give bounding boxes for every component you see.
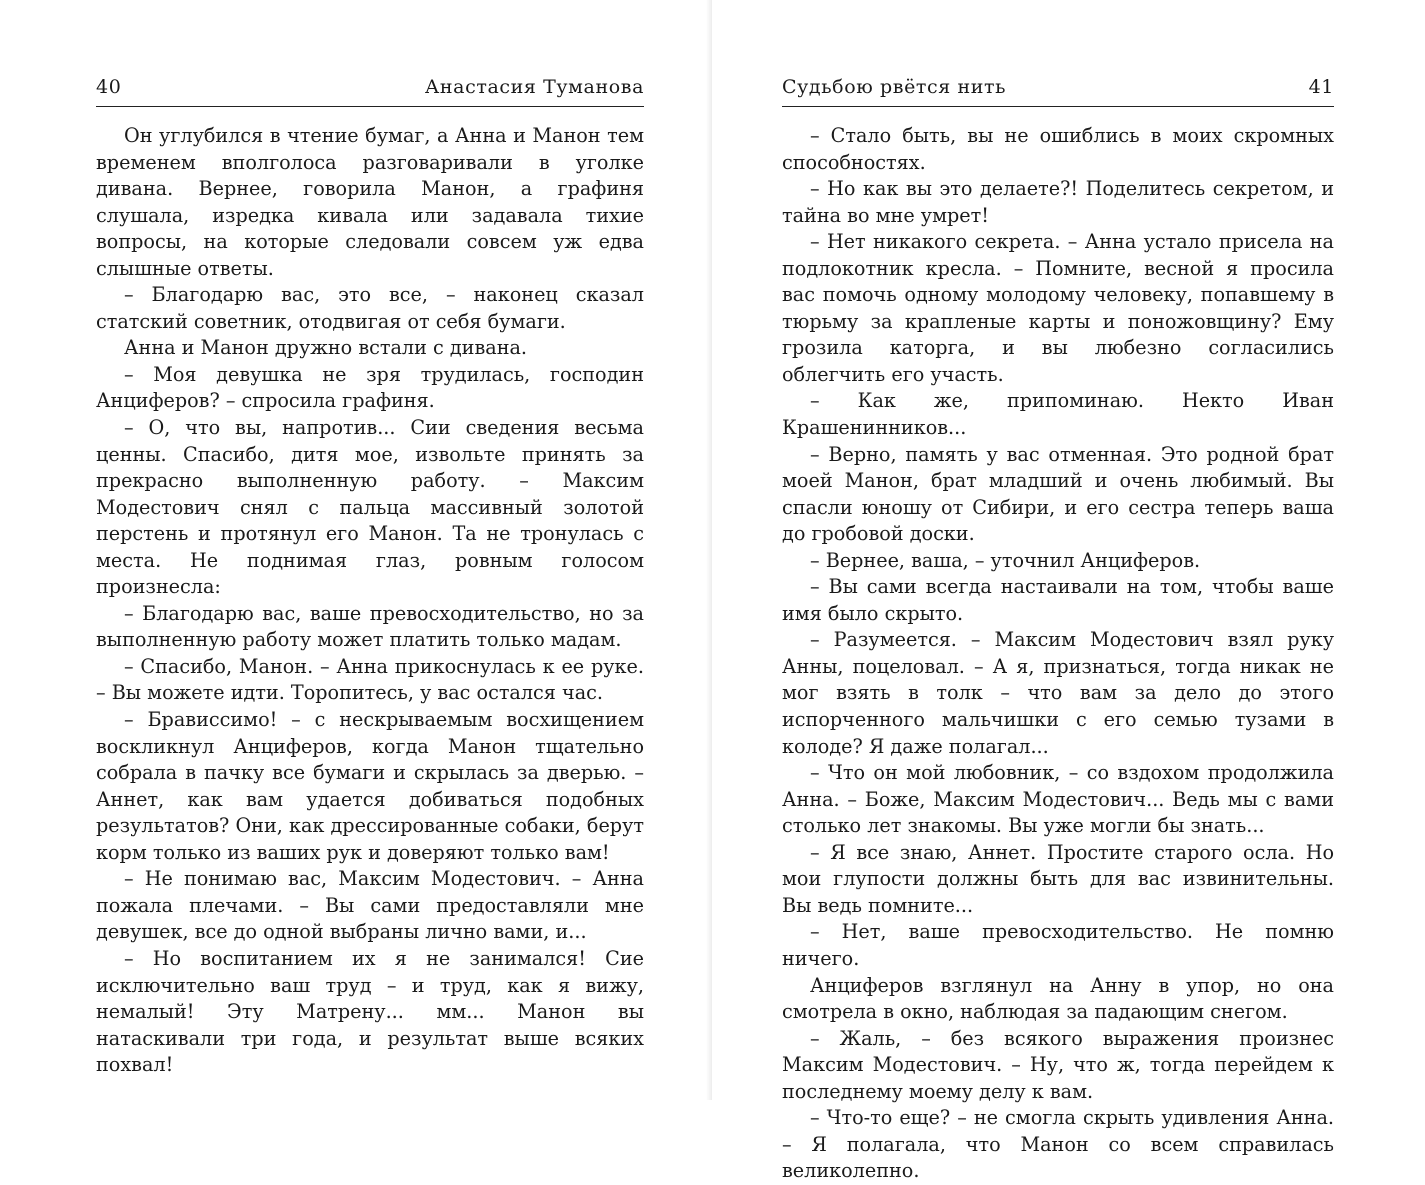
paragraph: – О, что вы, напротив... Сии сведения весьма ценны. Спасибо, дитя мое, извольте принять за прекрасно выполненную работу. – Максим Модестович снял с пальца массивный золотой перстень и протянул его Манон. Та не тронулась с места. Не поднимая глаз, ровным голосом произнесла: (96, 416, 644, 599)
right-page (712, 0, 1425, 1183)
paragraph: – Нет, ваше превосходительство. Не помню ничего. (782, 920, 1334, 970)
paragraph: – Но как вы это делаете?! Поделитесь секретом, и тайна во мне умрет! (782, 177, 1334, 227)
paragraph: – Спасибо, Манон. – Анна прикоснулась к ее руке. – Вы можете идти. Торопитесь, у вас остался час. (96, 654, 644, 705)
paragraph: – Не понимаю вас, Максим Модестович. – Анна пожала плечами. – Вы сами предоставляли мне девушек, все до одной выбраны лично вами, и... (96, 867, 644, 944)
paragraph: – Благодарю вас, ваше превосходительство, но за выполненную работу может платить только мадам. (96, 601, 644, 652)
paragraph: – Что он мой любовник, – со вздохом продолжила Анна. – Боже, Максим Модестович... Ведь мы с вами столько лет знакомы. Вы уже могли бы знать... (782, 761, 1334, 838)
paragraph: – Но воспитанием их я не занимался! Сие исключительно ваш труд – и труд, как я вижу, немалый! Эту Матрену... мм... Манон вы натаскивали три года, и результат выше всяких похвал! (96, 946, 644, 1077)
paragraph: – Как же, припоминаю. Некто Иван Крашенинников... (782, 389, 1334, 440)
right-page-number: 41 (1308, 76, 1334, 98)
paragraph: – Разумеется. – Максим Модестович взял руку Анны, поцеловал. – А я, признаться, тогда никак не мог взять в толк – что вам за дело до этого испорченного мальчишки с его семью тузами в колоде? Я даже полагал... (782, 628, 1334, 758)
right-running-title: Судьбою рвётся нить (782, 76, 1007, 98)
paragraph: – Что-то еще? – не смогла скрыть удивления Анна. – Я полагала, что Манон со всем справилась великолепно. (782, 1106, 1334, 1183)
right-page-body (782, 123, 1334, 1185)
paragraph: Анна и Манон дружно встали с дивана. (124, 336, 528, 360)
left-page (0, 0, 712, 1100)
paragraph: Он углубился в чтение бумаг, а Анна и Манон тем временем вполголоса разговаривали в уголке дивана. Вернее, говорила Манон, а графиня слушала, изредка кивала или задавала тихие вопросы, на которые следовали совсем уж едва слышные ответы. (96, 124, 644, 280)
paragraph: – Стало быть, вы не ошиблись в моих скромных способностях. (782, 124, 1334, 174)
paragraph: Анциферов взглянул на Анну в упор, но она смотрела в окно, наблюдая за падающим снегом. (782, 973, 1334, 1024)
left-running-title: Анастасия Туманова (424, 76, 644, 98)
left-page-header (96, 72, 644, 107)
paragraph: – Вы сами всегда настаивали на том, чтобы ваше имя было скрыто. (782, 575, 1334, 625)
paragraph: – Я все знаю, Аннет. Простите старого осла. Но мои глупости должны быть для вас извинительны. Вы ведь помните... (782, 840, 1334, 917)
paragraph: – Вернее, ваша, – уточнил Анциферов. (810, 548, 1201, 572)
paragraph: – Нет никакого секрета. – Анна устало присела на подлокотник кресла. – Помните, весной я просила вас помочь одному молодому человеку, попавшему в тюрьму за крапленые карты и поножовщину? Ему грозила каторга, и вы любезно согласились облегчить его участь. (782, 230, 1334, 386)
paragraph: – Верно, память у вас отменная. Это родной брат моей Манон, брат младший и очень любимый. Вы спасли юношу от Сибири, и его сестра теперь ваша до гробовой доски. (782, 442, 1334, 546)
paragraph: – Благодарю вас, это все, – наконец сказал статский советник, отодвигая от себя бумаги. (96, 283, 644, 333)
left-page-body (96, 123, 644, 1079)
paragraph: – Моя девушка не зря трудилась, господин Анциферов? – спросила графиня. (96, 362, 644, 413)
paragraph: – Брависсимо! – с нескрываемым восхищением воскликнул Анциферов, когда Манон тщательно собрала в пачку все бумаги и скрылась за дверью. – Аннет, как вам удается добиваться подобных результатов? Они, как дрессированные собаки, берут корм только из ваших рук и доверяют только вам! (96, 708, 644, 864)
left-page-number: 40 (96, 76, 122, 98)
right-page-header (782, 72, 1334, 107)
paragraph: – Жаль, – без всякого выражения произнес Максим Модестович. – Ну, что ж, тогда перейдем к последнему моему делу к вам. (782, 1026, 1334, 1103)
